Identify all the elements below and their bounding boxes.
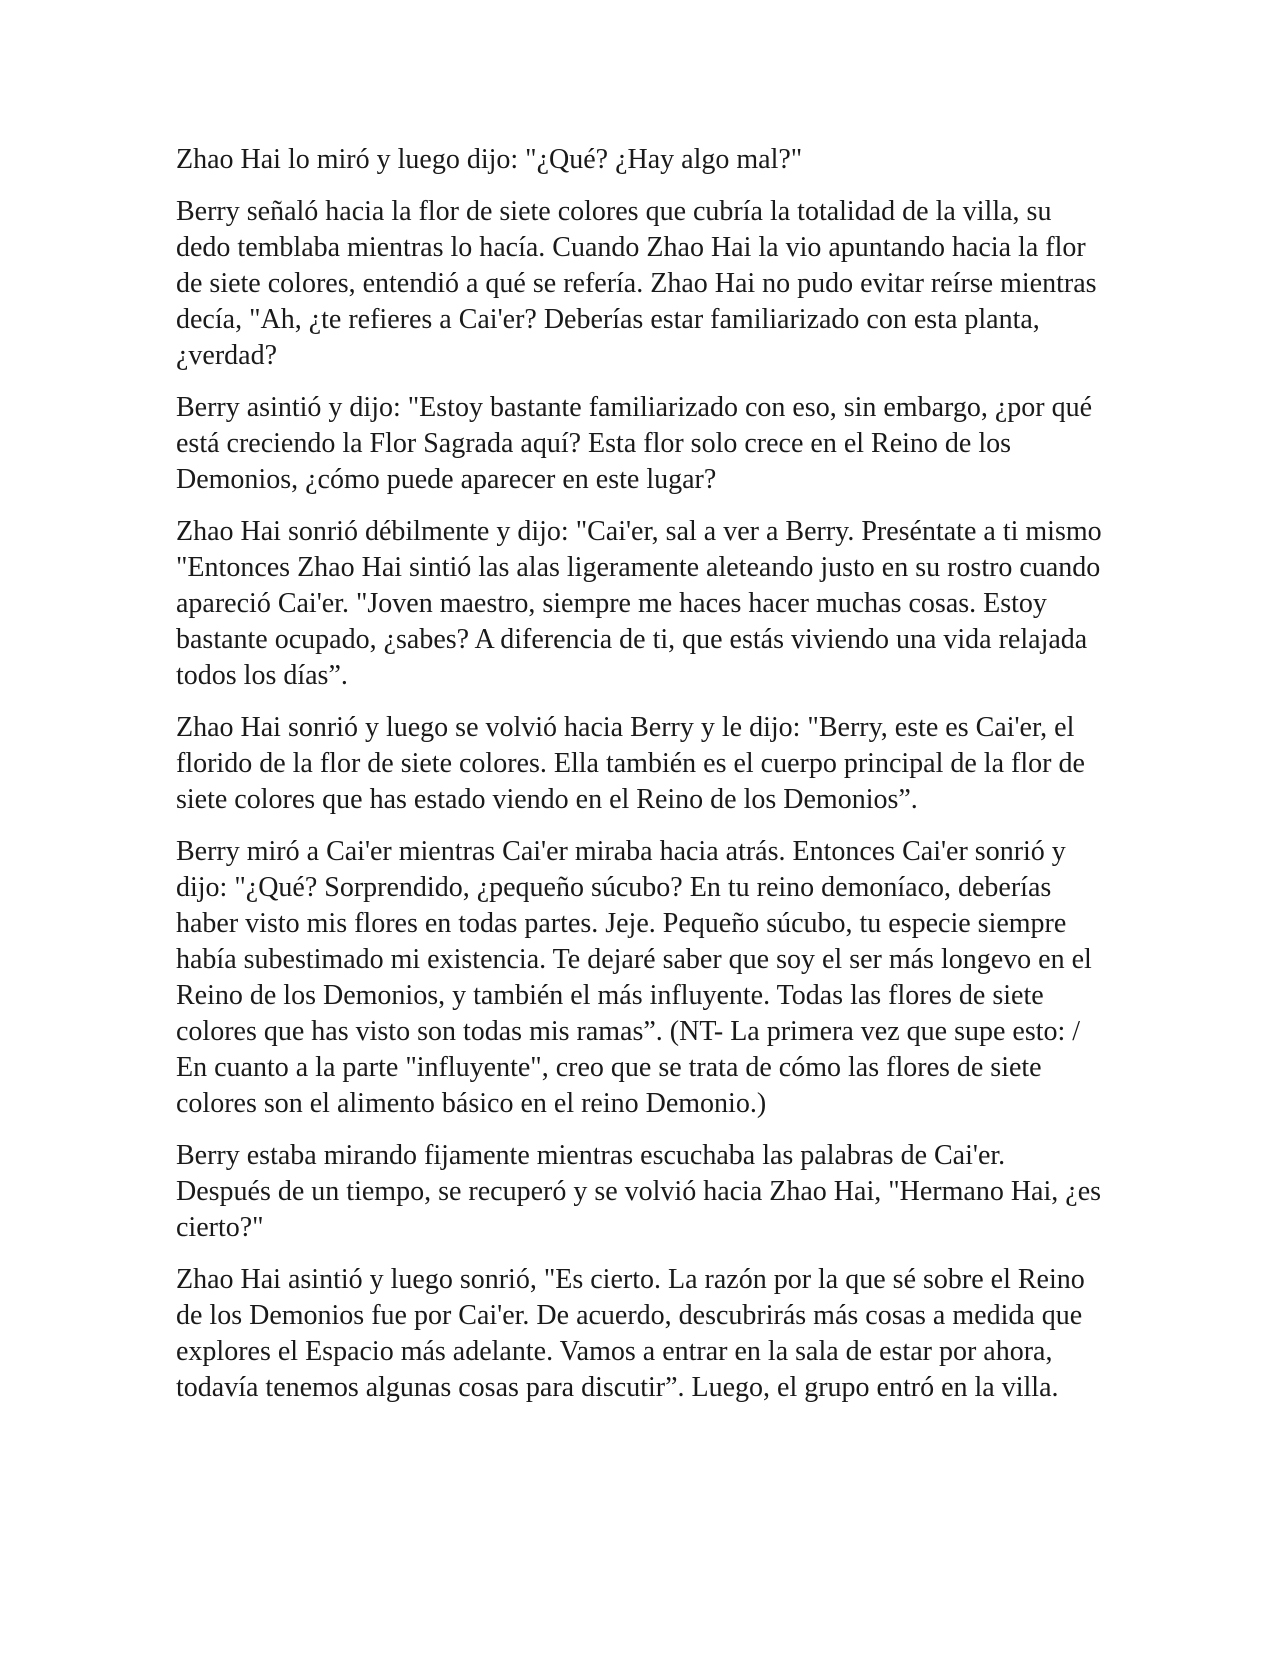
- paragraph: Zhao Hai asintió y luego sonrió, "Es cierto. La razón por la que sé sobre el Reino de los Demonios fue por Cai'er. De acuerdo, descubrirás más cosas a medida que explores el Espacio más adelante. Vamos a entrar en la sala de estar por ahora, todavía tenemos algunas cosas para discutir”. Luego, el grupo entró en la villa.: [176, 1264, 1085, 1403]
- paragraph: Zhao Hai sonrió y luego se volvió hacia Berry y le dijo: "Berry, este es Cai'er, el florido de la flor de siete colores. Ella también es el cuerpo principal de la flor de siete colores que has estado viendo en el Reino de los Demonios”.: [176, 712, 1085, 815]
- paragraph: Zhao Hai sonrió débilmente y dijo: "Cai'er, sal a ver a Berry. Preséntate a ti mismo "Entonces Zhao Hai sintió las alas ligeramente aleteando justo en su rostro cuando apareció Cai'er. "Joven maestro, siempre me haces hacer muchas cosas. Estoy bastante ocupado, ¿sabes? A diferencia de ti, que estás viviendo una vida relajada todos los días”.: [176, 516, 1102, 691]
- document-page: [176, 142, 1104, 1422]
- paragraph: Berry señaló hacia la flor de siete colores que cubría la totalidad de la villa, su dedo temblaba mientras lo hacía. Cuando Zhao Hai la vio apuntando hacia la flor de siete colores, entendió a qué se refería. Zhao Hai no pudo evitar reírse mientras decía, "Ah, ¿te refieres a Cai'er? Deberías estar familiarizado con esta planta, ¿verdad?: [176, 196, 1097, 371]
- paragraph: Berry miró a Cai'er mientras Cai'er miraba hacia atrás. Entonces Cai'er sonrió y dijo: "¿Qué? Sorprendido, ¿pequeño súcubo? En tu reino demoníaco, deberías haber visto mis flores en todas partes. Jeje. Pequeño súcubo, tu especie siempre había subestimado mi existencia. Te dejaré saber que soy el ser más longevo en el Reino de los Demonios, y también el más influyente. Todas las flores de siete colores que has visto son todas mis ramas”. (NT- La primera vez que supe esto: / En cuanto a la parte "influyente", creo que se trata de cómo las flores de siete colores son el alimento básico en el reino Demonio.): [176, 836, 1092, 1119]
- paragraph: Zhao Hai lo miró y luego dijo: "¿Qué? ¿Hay algo mal?": [176, 144, 803, 175]
- paragraph: Berry asintió y dijo: "Estoy bastante familiarizado con eso, sin embargo, ¿por qué está creciendo la Flor Sagrada aquí? Esta flor solo crece en el Reino de los Demonios, ¿cómo puede aparecer en este lugar?: [176, 392, 1093, 495]
- paragraph: Berry estaba mirando fijamente mientras escuchaba las palabras de Cai'er. Después de un tiempo, se recuperó y se volvió hacia Zhao Hai, "Hermano Hai, ¿es cierto?": [176, 1140, 1102, 1243]
